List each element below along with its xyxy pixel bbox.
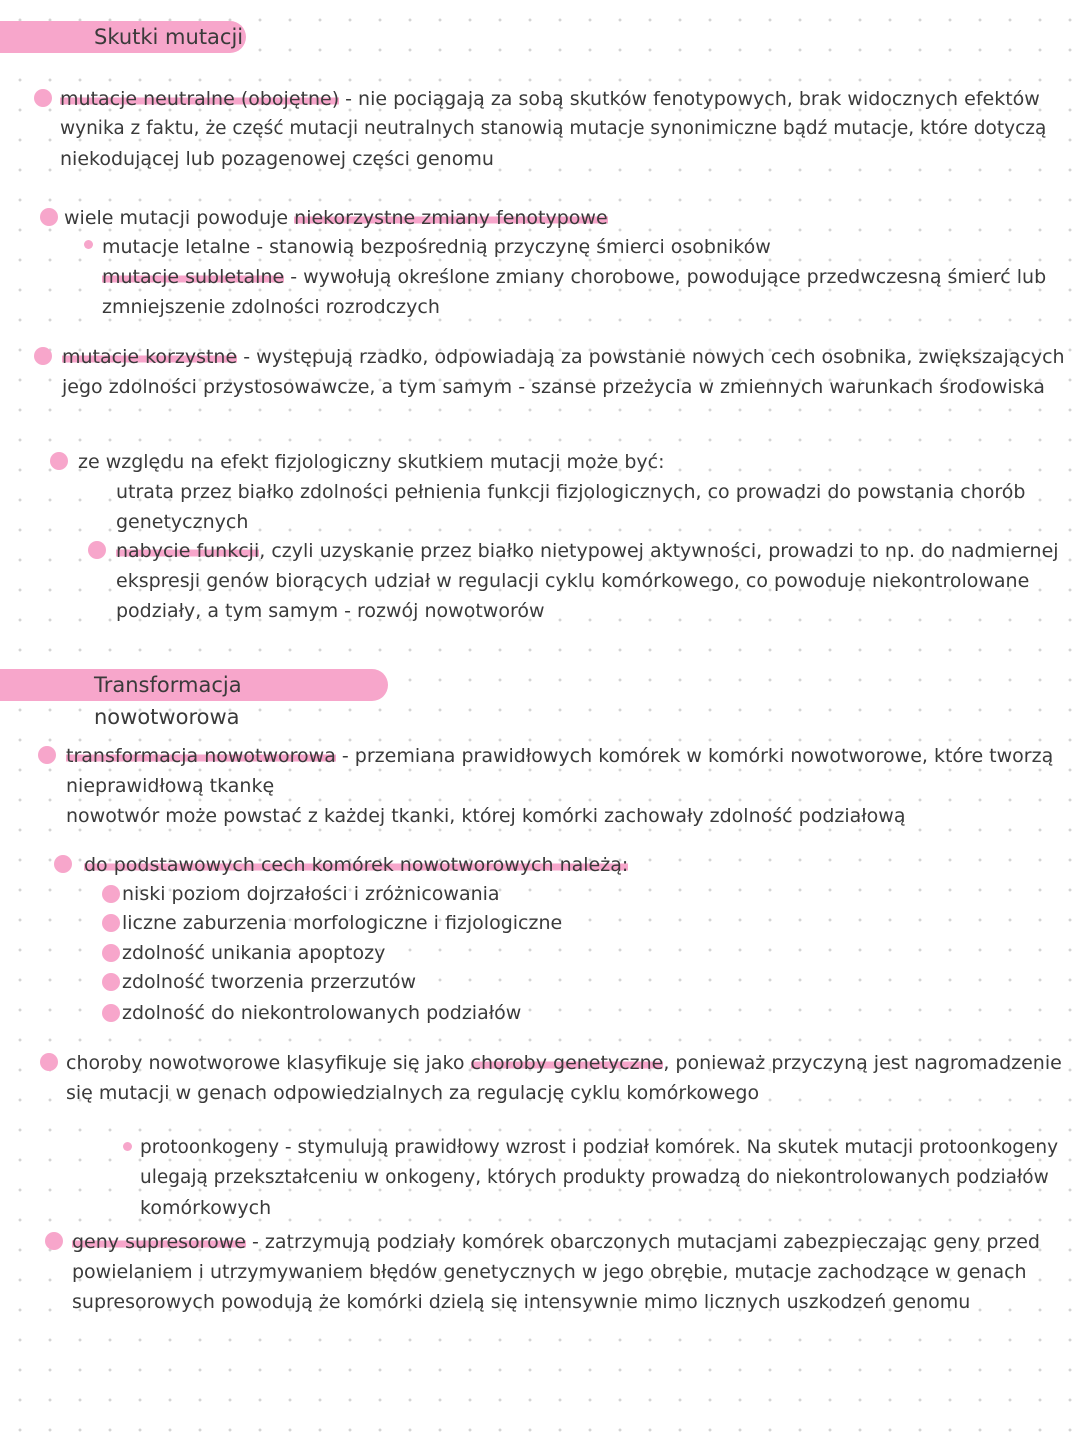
gain-line-2: ekspresji genów biorących udział w regulacji cyklu komórkowego, co powoduje niekontrolowane — [116, 570, 1030, 592]
transformation-line-1 — [66, 741, 1053, 771]
section-title-transformacja — [0, 669, 388, 729]
transformation-text: - przemiana prawidłowych komórek w komórki nowotworowe, które tworzą — [335, 745, 1054, 767]
section-title-skutki-mutacji — [0, 21, 246, 53]
suppressors-line-1 — [72, 1227, 1040, 1257]
feature-item: zdolność do niekontrolowanych podziałów — [122, 1002, 522, 1024]
bullet-dot — [102, 973, 120, 991]
term-harmful: niekorzystne zmiany fenotypowe — [294, 207, 608, 229]
bullet-dot — [102, 885, 120, 903]
gain-line-1 — [116, 536, 1059, 566]
suppressors-line-2: powielaniem i utrzymywaniem błędów genetycznych w jego obrębie, mutacje zachodzące w genach — [72, 1261, 1027, 1283]
neutral-text: - nie pociągają za sobą skutków fenotypowych, brak widocznych efektów — [339, 88, 1040, 110]
term-genetic: choroby genetyczne — [470, 1052, 664, 1074]
physiological-intro: ze względu na efekt fizjologiczny skutkiem mutacji może być: — [78, 451, 665, 473]
loss-line-1: utrata przez białko zdolności pełnienia funkcji fizjologicznych, co prowadzi do powstania chorób — [116, 481, 1026, 503]
transformation-line-3: nowotwór może powstać z każdej tkanki, której komórki zachowały zdolność podziałową — [66, 805, 906, 827]
term-neutral: mutacje neutralne (obojętne) — [60, 88, 340, 110]
term-transformation: transformacja nowotworowa — [66, 745, 336, 767]
sub-bullet-dot — [123, 1142, 132, 1151]
neutral-line-1 — [60, 84, 1040, 114]
bullet-dot — [34, 89, 52, 107]
beneficial-text: - występują rzadko, odpowiadają za powstanie nowych cech osobnika, zwiększających — [237, 346, 1065, 368]
term-gain: nabycie funkcji — [116, 540, 260, 562]
bullet-dot — [45, 1232, 63, 1250]
transformation-line-2: nieprawidłową tkankę — [66, 775, 275, 797]
bullet-dot — [38, 746, 56, 764]
gain-line-3: podziały, a tym samym - rozwój nowotworów — [116, 600, 545, 622]
feature-item: zdolność tworzenia przerzutów — [122, 971, 417, 993]
bullet-dot — [102, 914, 120, 932]
genetic-line-2: się mutacji w genach odpowiedzialnych za regulację cyklu komórkowego — [66, 1082, 760, 1104]
bullet-dot — [102, 1004, 120, 1022]
sub-bullet-dot — [84, 240, 93, 249]
section-title-text: Skutki mutacji — [94, 25, 244, 49]
term-sublethal: mutacje subletalne — [102, 266, 285, 288]
harmful-line-1 — [64, 203, 608, 233]
bullet-dot — [40, 1053, 58, 1071]
beneficial-line-1 — [62, 342, 1065, 372]
lethal-line: mutacje letalne - stanowią bezpośrednią przyczynę śmierci osobników — [102, 236, 771, 258]
term-beneficial: mutacje korzystne — [62, 346, 238, 368]
protooncogenes-line-1: protoonkogeny - stymulują prawidłowy wzrost i podział komórek. Na skutek mutacji protoonkogeny — [140, 1137, 1059, 1158]
bullet-dot — [54, 855, 72, 873]
bullet-dot — [40, 208, 58, 226]
term-suppressors: geny supresorowe — [72, 1231, 246, 1253]
suppressors-text: - zatrzymują podziały komórek obarczonych mutacjami zabezpieczając geny przed — [245, 1231, 1040, 1253]
protooncogenes-line-2: ulegają przekształceniu w onkogeny, których produkty prowadzą do niekontrolowanych podziałów — [140, 1167, 1049, 1188]
features-intro — [84, 850, 628, 880]
genetic-intro: choroby nowotworowe klasyfikuje się jako — [66, 1052, 471, 1074]
loss-line-2: genetycznych — [116, 511, 249, 533]
feature-item: liczne zaburzenia morfologiczne i fizjologiczne — [122, 912, 563, 934]
neutral-line-3: niekodującej lub pozagenowej części genomu — [60, 148, 494, 170]
genetic-text: , ponieważ przyczyną jest nagromadzenie — [663, 1052, 1062, 1074]
term-features: do podstawowych cech komórek nowotworowych należą: — [84, 854, 629, 876]
bullet-dot — [50, 452, 68, 470]
sublethal-text: - wywołują określone zmiany chorobowe, powodujące przedwczesną śmierć lub — [284, 266, 1047, 288]
harmful-intro: wiele mutacji powoduje — [64, 207, 295, 229]
feature-item: niski poziom dojrzałości i zróżnicowania — [122, 883, 500, 905]
neutral-line-2: wynika z faktu, że część mutacji neutralnych stanowią mutacje synonimiczne bądź mutacje, które dotyczą — [60, 118, 1047, 139]
feature-item: zdolność unikania apoptozy — [122, 942, 386, 964]
suppressors-line-3: supresorowych powodują że komórki dzielą się intensywnie mimo licznych uszkodzeń genomu — [72, 1291, 971, 1313]
bullet-dot — [34, 347, 52, 365]
protooncogenes-line-3: komórkowych — [140, 1197, 272, 1219]
bullet-dot — [102, 944, 120, 962]
beneficial-line-2: jego zdolności przystosowawcze, a tym samym - szanse przeżycia w zmiennych warunkach środowiska — [62, 376, 1045, 398]
sublethal-line-1 — [102, 262, 1046, 292]
section-title-text: Transformacja nowotworowa — [94, 673, 242, 729]
genetic-line-1 — [66, 1048, 1062, 1078]
bullet-dot — [88, 541, 106, 559]
sublethal-line-2: zmniejszenie zdolności rozrodczych — [102, 296, 440, 318]
gain-text: , czyli uzyskanie przez białko nietypowej aktywności, prowadzi to np. do nadmiernej — [259, 540, 1059, 562]
